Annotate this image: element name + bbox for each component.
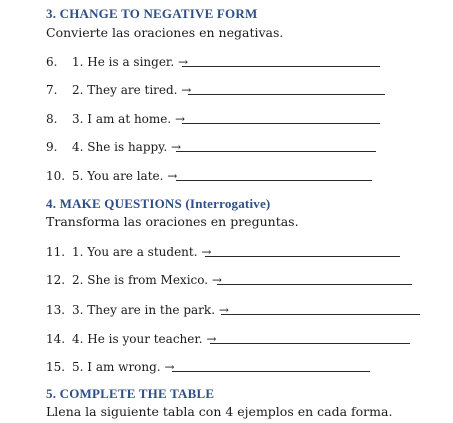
exercise-item-9 xyxy=(46,136,181,154)
item-number: 9. xyxy=(46,140,58,154)
item-sentence: 2. She is from Mexico. → xyxy=(72,273,222,287)
item-sentence: 1. He is a singer. → xyxy=(72,55,189,69)
section-4-instruction: Transforma las oraciones en preguntas. xyxy=(46,214,299,229)
exercise-item-15 xyxy=(46,356,175,374)
answer-line[interactable] xyxy=(176,151,376,152)
section-3-title: 3. CHANGE TO NEGATIVE FORM xyxy=(46,6,258,21)
section-5-title: 5. COMPLETE THE TABLE xyxy=(46,386,215,401)
answer-line[interactable] xyxy=(172,371,370,372)
exercise-item-13 xyxy=(46,299,229,317)
item-number: 7. xyxy=(46,83,58,97)
exercise-item-6 xyxy=(46,51,188,69)
answer-line[interactable] xyxy=(221,314,420,315)
exercise-item-11 xyxy=(46,241,211,259)
item-number: 12. xyxy=(46,273,66,287)
item-sentence: 4. She is happy. → xyxy=(72,140,182,154)
exercise-item-7 xyxy=(46,79,191,97)
section-3-instruction: Convierte las oraciones en negativas. xyxy=(46,25,284,40)
item-sentence: 2. They are tired. → xyxy=(72,83,192,97)
answer-line[interactable] xyxy=(188,94,385,95)
item-number: 8. xyxy=(46,112,58,126)
answer-line[interactable] xyxy=(210,343,410,344)
exercise-item-12 xyxy=(46,269,222,287)
item-number: 13. xyxy=(46,303,66,317)
exercise-item-14 xyxy=(46,328,216,346)
item-sentence: 4. He is your teacher. → xyxy=(72,332,217,346)
exercise-item-8 xyxy=(46,108,185,126)
section-5-instruction: Llena la siguiente tabla con 4 ejemplos en cada forma. xyxy=(46,404,393,419)
item-number: 15. xyxy=(46,360,66,374)
item-sentence: 3. They are in the park. → xyxy=(72,303,229,317)
answer-line[interactable] xyxy=(176,180,372,181)
item-number: 14. xyxy=(46,332,66,346)
item-number: 6. xyxy=(46,55,58,69)
answer-line[interactable] xyxy=(182,66,380,67)
section-4-title: 4. MAKE QUESTIONS (Interrogative) xyxy=(46,196,271,211)
item-sentence: 5. You are late. → xyxy=(72,169,178,183)
exercise-item-10 xyxy=(46,165,177,183)
item-sentence: 1. You are a student. → xyxy=(72,245,212,259)
answer-line[interactable] xyxy=(205,256,400,257)
answer-line[interactable] xyxy=(217,284,412,285)
item-sentence: 5. I am wrong. → xyxy=(72,360,175,374)
answer-line[interactable] xyxy=(182,123,380,124)
item-number: 11. xyxy=(46,245,66,259)
item-number: 10. xyxy=(46,169,66,183)
item-sentence: 3. I am at home. → xyxy=(72,112,186,126)
